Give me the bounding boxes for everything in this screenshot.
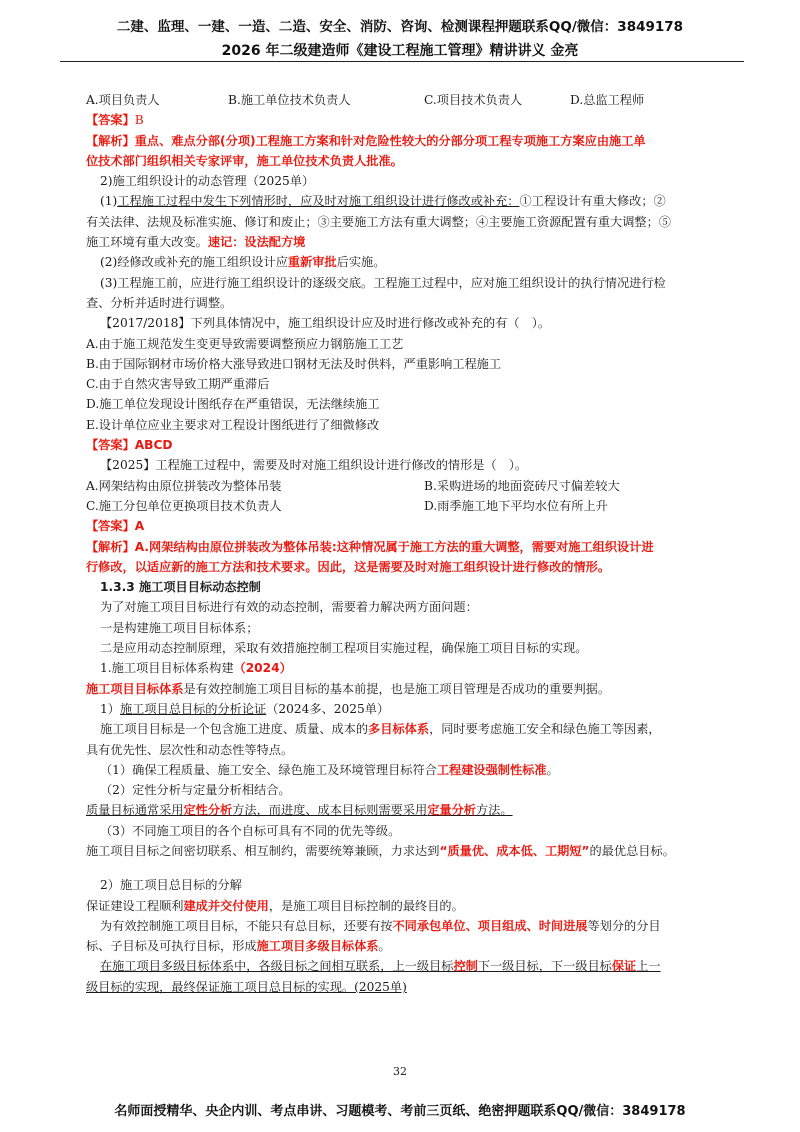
dyn-p1: (1)工程施工过程中发生下列情形时，应及时对施工组织设计进行修改或补充：①工程设计有重大修改；② [100,194,666,209]
dyn-p3: (3)工程施工前，应进行施工组织设计的逐级交底。工程施工过程中，应对施工组织设计的执行情况进行检 [100,275,666,290]
point-1: 1）施工项目总目标的分析论证（2024多、2025单） [100,701,390,716]
definition: 施工项目目标体系是有效控制施工项目目标的基本前提，也是施工项目管理是否成功的重要判据。 [86,681,611,696]
point-2-para-1: 保证建设工程顺利建成并交付使用，是施工项目目标控制的最终目的。 [86,898,464,913]
sec-item-2: 二是应用动态控制原理，采取有效措施控制工程项目实施过程，确保施工项目目标的实现。 [100,641,588,656]
q2-option-a: A.由于施工规范发生变更导致需要调整预应力钢筋施工工艺 [86,336,404,351]
q1-answer: 【答案】B [86,113,144,128]
sec-intro: 为了对施工项目目标进行有效的动态控制，需要着力解决两方面问题： [100,600,478,615]
q3-answer: 【答案】A [86,519,145,534]
criterion-3: （3）不同施工项目的各个自标可具有不同的优先等级。 [100,823,401,838]
page-number: 32 [393,1065,407,1078]
subsection-1: 1.施工项目目标体系构建（2024） [100,661,292,676]
q3-options-row1 [86,476,738,496]
point-2-para-2: 为有效控制施工项目目标，不能只有总目标，还要有按不同承包单位、项目组成、时间进展等划分的分目 [100,918,661,933]
dyn-p1-l3: 施工环境有重大改变。速记：设法配方境 [86,235,306,250]
q1-analysis: 【解析】重点、难点分部(分项)工程施工方案和针对危险性较大的分部分项工程专项施工方案应由施工单 [86,133,646,148]
point-1-para-cont: 具有优先性、层次性和动态性等特点。 [86,742,294,757]
dyn-p1-l2: 有关法律、法规及标准实施、修订和废止；③主要施工方法有重大调整；④主要施工资源配置有重大调整；⑤ [86,214,671,229]
point-2-para-2-cont: 标、子目标及可执行目标，形成施工项目多级目标体系。 [86,939,391,954]
q3-analysis: 【解析】A.网架结构由原位拼装改为整体吊装:这种情况属于施工方法的重大调整，需要对施工组织设计进 [86,539,654,554]
header-title: 2026 年二级建造师《建设工程施工管理》精讲讲义 金亮 [221,43,579,59]
q1-option-c: C.项目技术负责人 [424,93,523,107]
q1-option-b: B.施工单位技术负责人 [228,93,351,107]
header-divider [60,61,744,62]
dyn-title: 2)施工组织设计的动态管理（2025单） [100,174,315,189]
point-2-para-3: 在施工项目多级目标体系中，各级目标之间相互联系，上一级目标控制下一级目标，下一级目标保证上一 [100,959,661,974]
q3-option-c: C.施工分包单位更换项目技术负责人 [86,498,282,513]
q3-analysis-cont: 行修改，以适应新的施工方法和技术要求。因此，这是需要及时对施工组织设计进行修改的情形。 [86,559,611,574]
q2-stem: 【2017/2018】下列具体情况中，施工组织设计应及时进行修改或补充的有（ ）。 [100,316,551,331]
q3-option-d: D.雨季施工地下平均水位有所上升 [424,498,608,513]
criterion-2: （2）定性分析与定量分析相结合。 [100,783,291,798]
q2-option-e: E.设计单位应业主要求对工程设计图纸进行了细微修改 [86,417,380,432]
q3-option-b: B.采购进场的地面瓷砖尺寸偏差较大 [424,478,620,493]
document-body [86,90,738,997]
q3-stem: 【2025】工程施工过程中，需要及时对施工组织设计进行修改的情形是（ ）。 [100,458,528,473]
point-1-para: 施工项目目标是一个包含施工进度、质量、成本的多目标体系，同时要考虑施工安全和绿色施工等因素， [100,722,661,737]
header-contact-line: 二建、监理、一建、一造、二造、安全、消防、咨询、检测课程押题联系QQ/微信：3849178 [116,19,684,35]
section-heading: 1.3.3 施工项目目标动态控制 [100,580,261,595]
mnemonic-tip: 速记：设法配方境 [207,235,306,250]
criterion-1: （1）确保工程质量、施工安全、绿色施工及环境管理目标符合工程建设强制性标准。 [100,762,559,777]
q1-analysis-cont: 位技术部门组织相关专家评审，施工单位技术负责人批准。 [86,153,403,168]
q2-option-c: C.由于自然灾害导致工期严重滞后 [86,377,270,392]
q2-answer: 【答案】ABCD [86,438,173,453]
point-2-para-3-cont: 级目标的实现，最终保证施工项目总目标的实现。(2025单) [86,979,407,994]
dyn-p2: (2)经修改或补充的施工组织设计应重新审批后实施。 [100,255,386,270]
point-2: 2）施工项目总目标的分解 [100,878,242,893]
q1-option-d: D.总监工程师 [570,93,645,107]
q1-options [86,90,738,110]
q2-option-d: D.施工单位发现设计图纸存在严重错误，无法继续施工 [86,397,380,412]
footer-contact: 名师面授精华、央企内训、考点串讲、习题模考、考前三页纸、绝密押题联系QQ/微信：3849178 [114,1104,686,1119]
q3-option-a: A.网架结构由原位拼装改为整体吊装 [86,478,282,493]
sec-item-1: 一是构建施工项目目标体系； [100,620,259,635]
criterion-3-para: 施工项目目标之间密切联系、相互制约，需要统筹兼顾，力求达到“质量优、成本低、工期短”的最优总目标。 [86,843,675,858]
q1-option-a: A.项目负责人 [86,93,160,107]
criterion-2-para: 质量目标通常采用定性分析方法，而进度、成本目标则需要采用定量分析方法。 [86,803,513,818]
q2-option-b: B.由于国际钢材市场价格大涨导致进口钢材无法及时供料，严重影响工程施工 [86,356,502,371]
q3-options-row2 [86,496,738,516]
dyn-p3-l2: 查、分析并适时进行调整。 [86,295,233,310]
